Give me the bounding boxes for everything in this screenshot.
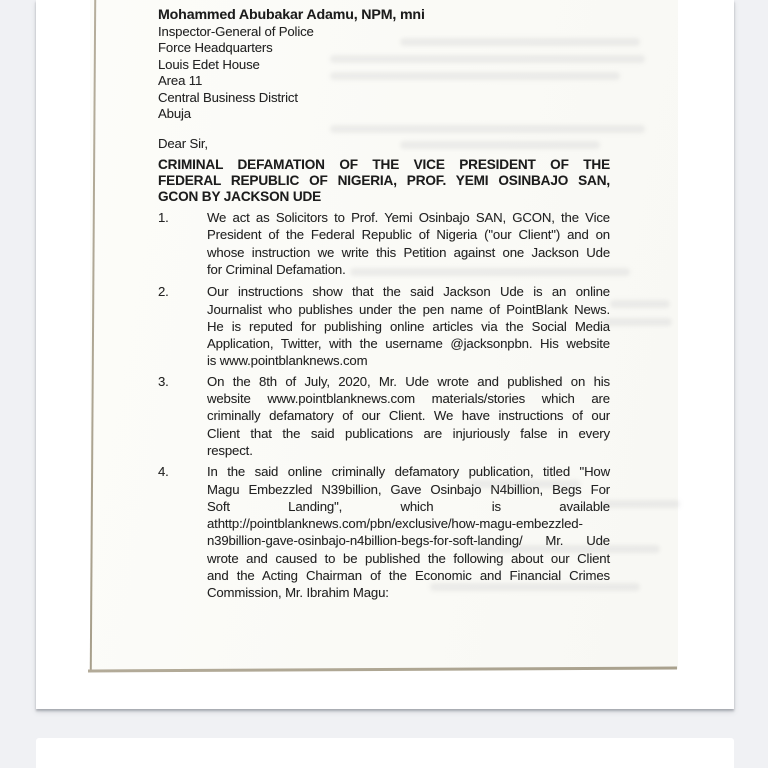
address-line: Abuja bbox=[158, 106, 191, 122]
scanned-letter-page bbox=[36, 0, 734, 709]
next-page-card bbox=[36, 738, 734, 768]
numbered-paragraph-1 bbox=[158, 209, 610, 278]
text-line: Magu Embezzled N39billion, Gave Osinbajo N4billion, Begs For bbox=[207, 481, 610, 497]
paragraph-number: 1. bbox=[158, 210, 169, 226]
text-line: website www.pointblanknews.com materials/stories which are bbox=[207, 391, 610, 407]
text-line: athttp://pointblanknews.com/pbn/exclusive/how-magu-embezzled- bbox=[207, 516, 583, 532]
text-line: n39billion-gave-osinbajo-n4billion-begs-for-soft-landing/ Mr. Ude bbox=[207, 533, 610, 549]
text-line: Commission, Mr. Ibrahim Magu: bbox=[207, 585, 389, 601]
bleed-through-artifact bbox=[610, 300, 670, 308]
text-line: is www.pointblanknews.com bbox=[207, 353, 368, 369]
text-line: President of the Federal Republic of Nigeria ("our Client") and on bbox=[207, 227, 610, 243]
numbered-paragraph-4 bbox=[158, 463, 610, 601]
paragraph-text bbox=[207, 373, 610, 459]
salutation: Dear Sir, bbox=[158, 136, 208, 152]
text-line: Our instructions show that the said Jackson Ude is an online bbox=[207, 284, 610, 300]
text-line: criminally defamatory of our Client. We have instructions of our bbox=[207, 408, 610, 424]
address-line: Area 11 bbox=[158, 73, 203, 89]
bleed-through-artifact bbox=[600, 500, 680, 508]
recipient-name: Mohammed Abubakar Adamu, NPM, mni bbox=[158, 7, 425, 23]
text-line: He is reputed for publishing online articles via the Social Media bbox=[207, 318, 610, 334]
paragraph-number: 2. bbox=[158, 284, 169, 300]
text-line: On the 8th of July, 2020, Mr. Ude wrote and published on his bbox=[207, 373, 610, 389]
text-line: Client that the said publications are injuriously false in every bbox=[207, 425, 610, 441]
paragraph-number: 3. bbox=[158, 373, 169, 389]
text-line: respect. bbox=[207, 442, 253, 458]
subject-line: CRIMINAL DEFAMATION OF THE VICE PRESIDENT OF THE bbox=[158, 156, 610, 172]
text-line: Application, Twitter, with the username @jacksonpbn. His website bbox=[207, 336, 610, 352]
paragraph-number: 4. bbox=[158, 464, 169, 480]
subject-line: FEDERAL REPUBLIC OF NIGERIA, PROF. YEMI OSINBAJO SAN, bbox=[158, 173, 610, 189]
address-line: Inspector-General of Police bbox=[158, 24, 314, 39]
numbered-paragraph-2 bbox=[158, 283, 610, 369]
subject-line: GCON BY JACKSON UDE bbox=[158, 189, 322, 205]
paragraph-text bbox=[207, 283, 610, 369]
text-line: and the Acting Chairman of the Economic and Financial Crimes bbox=[207, 567, 610, 583]
recipient-address bbox=[158, 24, 610, 122]
address-line: Louis Edet House bbox=[158, 56, 260, 72]
text-line: wrote and caused to be published the following about our Client bbox=[207, 550, 610, 566]
address-line: Force Headquarters bbox=[158, 40, 273, 56]
numbered-paragraph-3 bbox=[158, 373, 610, 459]
paragraph-text bbox=[207, 209, 610, 278]
text-line: Journalist who publishes under the pen name of PointBlank News. bbox=[207, 301, 610, 317]
subject-heading bbox=[158, 157, 610, 206]
text-line: We act as Solicitors to Prof. Yemi Osinbajo SAN, GCON, the Vice bbox=[207, 210, 610, 226]
bleed-through-artifact bbox=[602, 318, 672, 326]
text-line: for Criminal Defamation. bbox=[207, 261, 346, 277]
paragraph-text bbox=[207, 463, 610, 601]
text-line: Soft Landing", which is available bbox=[207, 498, 610, 514]
address-line: Central Business District bbox=[158, 89, 298, 105]
text-line: whose instruction we write this Petition against one Jackson Ude bbox=[207, 244, 610, 260]
text-line: In the said online criminally defamatory publication, titled "How bbox=[207, 464, 610, 480]
letter-body bbox=[158, 6, 610, 602]
